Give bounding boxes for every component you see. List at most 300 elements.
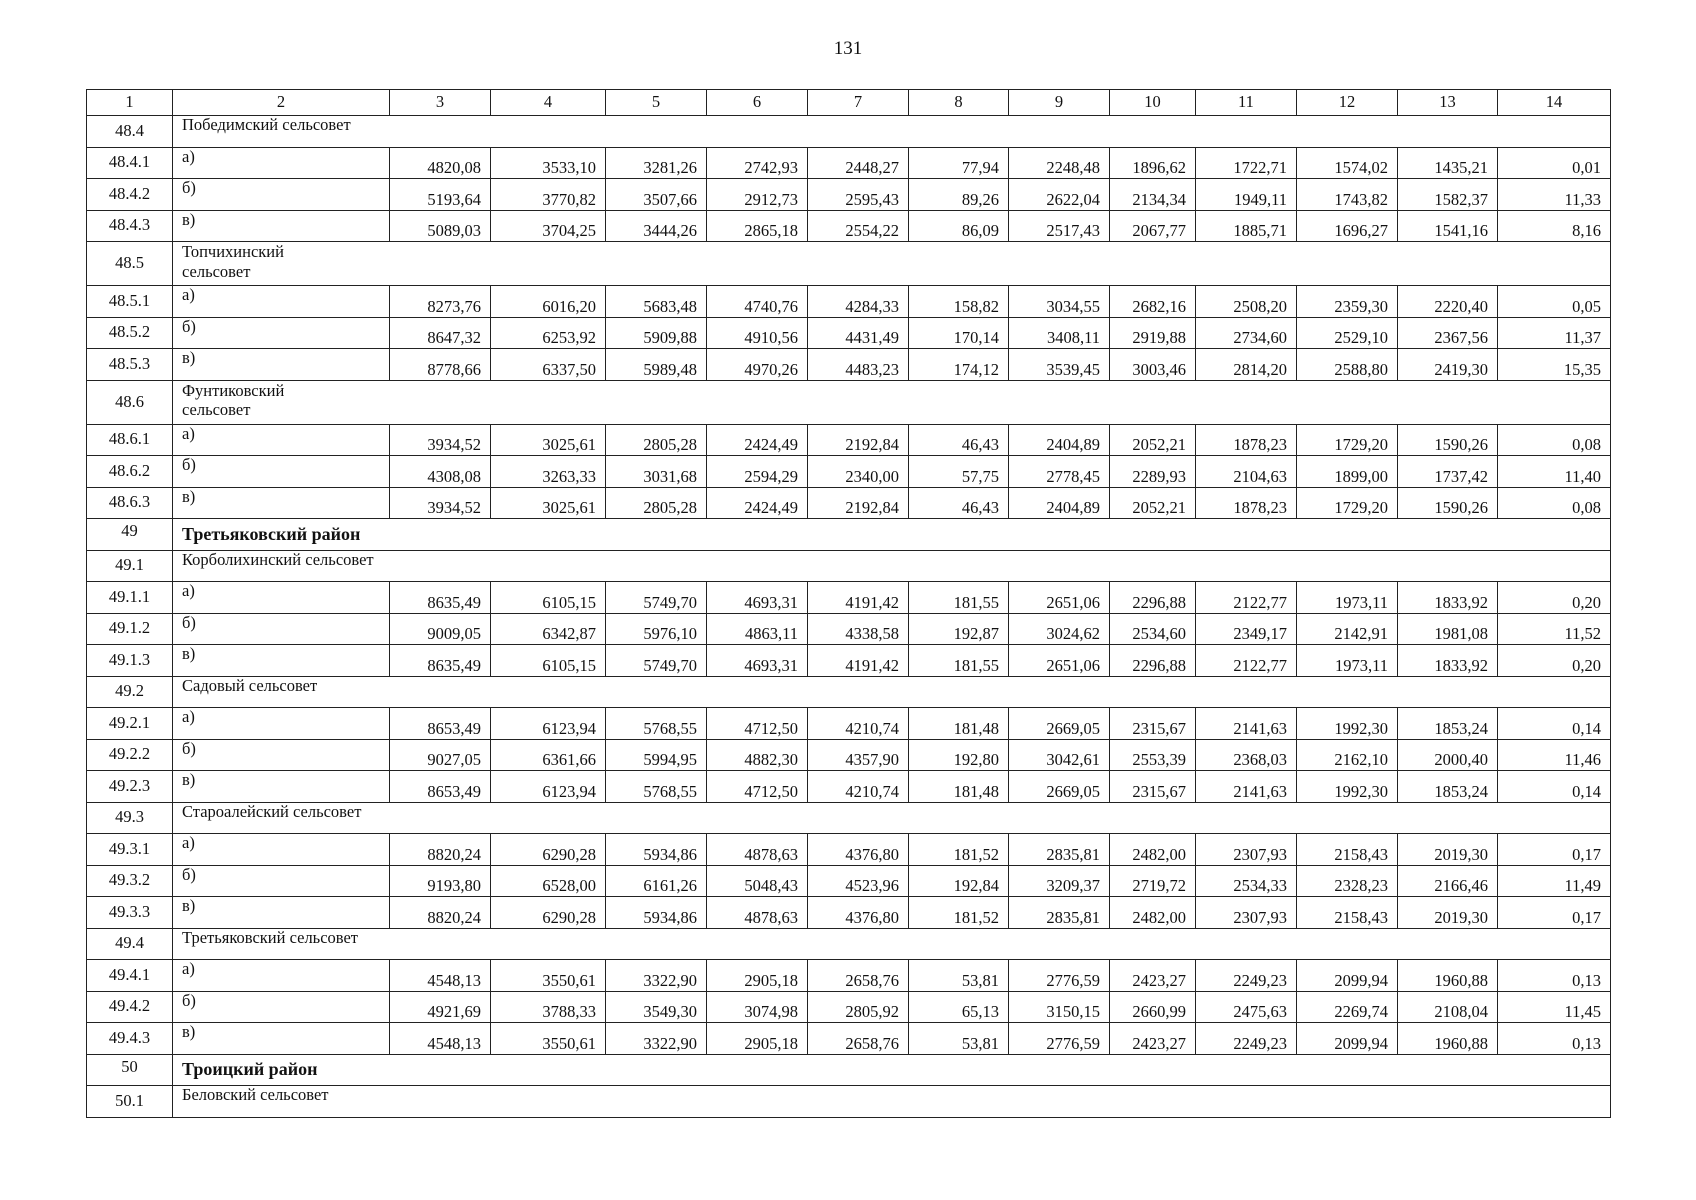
value-cell: 1696,27 [1297,210,1398,242]
value-cell: 2162,10 [1297,739,1398,771]
value-cell: 2404,89 [1009,424,1110,456]
value-cell: 2328,23 [1297,865,1398,897]
value-cell: 77,94 [909,147,1009,179]
value-cell: 2315,67 [1110,771,1196,803]
value-cell: 3550,61 [491,1023,606,1055]
value-cell: 2419,30 [1398,349,1498,381]
value-cell: 4970,26 [707,349,808,381]
value-cell: 46,43 [909,424,1009,456]
table-row [87,708,1611,740]
table-row [87,424,1611,456]
value-cell: 6337,50 [491,349,606,381]
value-cell: 8653,49 [390,771,491,803]
value-cell: 2905,18 [707,960,808,992]
value-cell: 4357,90 [808,739,909,771]
value-cell: 1541,16 [1398,210,1498,242]
row-variant: б) [173,613,390,645]
column-header: 11 [1196,90,1297,116]
column-header: 13 [1398,90,1498,116]
value-cell: 0,20 [1498,582,1611,614]
row-code: 49.2.1 [87,708,173,740]
value-cell: 5749,70 [606,582,707,614]
value-cell: 4284,33 [808,286,909,318]
value-cell: 2099,94 [1297,960,1398,992]
value-cell: 6105,15 [491,582,606,614]
value-cell: 2315,67 [1110,708,1196,740]
value-cell: 0,01 [1498,147,1611,179]
region-title-cell [173,1054,1611,1086]
value-cell: 5909,88 [606,317,707,349]
row-variant: а) [173,424,390,456]
value-cell: 4548,13 [390,1023,491,1055]
value-cell: 11,37 [1498,317,1611,349]
value-cell: 3788,33 [491,991,606,1023]
section-code: 49.2 [87,676,173,708]
row-variant: в) [173,487,390,519]
value-cell: 2682,16 [1110,286,1196,318]
region-row [87,1054,1611,1086]
value-cell: 2248,48 [1009,147,1110,179]
value-cell: 2052,21 [1110,487,1196,519]
value-cell: 0,20 [1498,645,1611,677]
value-cell: 8653,49 [390,708,491,740]
value-cell: 4882,30 [707,739,808,771]
value-cell: 4878,63 [707,834,808,866]
row-code: 49.4.1 [87,960,173,992]
value-cell: 6161,26 [606,865,707,897]
value-cell: 2534,33 [1196,865,1297,897]
subsection-row [87,802,1611,834]
value-cell: 2000,40 [1398,739,1498,771]
value-cell: 1960,88 [1398,1023,1498,1055]
value-cell: 9027,05 [390,739,491,771]
value-cell: 2814,20 [1196,349,1297,381]
region-title: Третьяковский район [182,523,361,544]
subsection-row [87,550,1611,582]
value-cell: 2249,23 [1196,1023,1297,1055]
value-cell: 4863,11 [707,613,808,645]
value-cell: 2067,77 [1110,210,1196,242]
value-cell: 3322,90 [606,960,707,992]
table-row [87,210,1611,242]
value-cell: 1973,11 [1297,582,1398,614]
value-cell: 1878,23 [1196,424,1297,456]
value-cell: 2734,60 [1196,317,1297,349]
value-cell: 5994,95 [606,739,707,771]
value-cell: 5768,55 [606,771,707,803]
value-cell: 53,81 [909,960,1009,992]
value-cell: 4878,63 [707,897,808,929]
table-row [87,960,1611,992]
value-cell: 2340,00 [808,456,909,488]
value-cell: 2776,59 [1009,960,1110,992]
value-cell: 5934,86 [606,834,707,866]
value-cell: 2912,73 [707,179,808,211]
value-cell: 4712,50 [707,771,808,803]
row-variant: б) [173,317,390,349]
value-cell: 2508,20 [1196,286,1297,318]
table-row [87,897,1611,929]
value-cell: 2019,30 [1398,897,1498,929]
value-cell: 1722,71 [1196,147,1297,179]
column-header: 7 [808,90,909,116]
value-cell: 4376,80 [808,834,909,866]
value-cell: 11,40 [1498,456,1611,488]
value-cell: 6290,28 [491,897,606,929]
value-cell: 2742,93 [707,147,808,179]
value-cell: 11,52 [1498,613,1611,645]
subsection-row [87,1086,1611,1118]
subsection-title: Топчихинский сельсовет [182,242,284,281]
value-cell: 8635,49 [390,582,491,614]
value-cell: 181,48 [909,771,1009,803]
value-cell: 3507,66 [606,179,707,211]
value-cell: 3025,61 [491,487,606,519]
value-cell: 2588,80 [1297,349,1398,381]
row-variant: а) [173,147,390,179]
value-cell: 4210,74 [808,771,909,803]
value-cell: 89,26 [909,179,1009,211]
subsection-title: Староалейский сельсовет [182,802,362,821]
value-cell: 2658,76 [808,960,909,992]
row-variant: б) [173,865,390,897]
row-code: 49.3.2 [87,865,173,897]
value-cell: 6123,94 [491,771,606,803]
value-cell: 2423,27 [1110,1023,1196,1055]
value-cell: 4712,50 [707,708,808,740]
value-cell: 0,17 [1498,897,1611,929]
value-cell: 2424,49 [707,424,808,456]
value-cell: 2554,22 [808,210,909,242]
row-variant: а) [173,960,390,992]
value-cell: 3003,46 [1110,349,1196,381]
value-cell: 6123,94 [491,708,606,740]
column-header: 12 [1297,90,1398,116]
value-cell: 3408,11 [1009,317,1110,349]
value-cell: 2359,30 [1297,286,1398,318]
subsection-row [87,380,1611,424]
row-variant: в) [173,897,390,929]
row-variant: б) [173,179,390,211]
table-row [87,991,1611,1023]
value-cell: 86,09 [909,210,1009,242]
value-cell: 2192,84 [808,487,909,519]
table-row [87,349,1611,381]
value-cell: 3024,62 [1009,613,1110,645]
table-row [87,456,1611,488]
value-cell: 2052,21 [1110,424,1196,456]
value-cell: 6361,66 [491,739,606,771]
subsection-title-cell [173,676,1611,708]
value-cell: 2778,45 [1009,456,1110,488]
value-cell: 5749,70 [606,645,707,677]
value-cell: 0,08 [1498,487,1611,519]
row-variant: б) [173,991,390,1023]
subsection-title: Садовый сельсовет [182,676,318,695]
value-cell: 1743,82 [1297,179,1398,211]
value-cell: 9193,80 [390,865,491,897]
value-cell: 1885,71 [1196,210,1297,242]
value-cell: 2141,63 [1196,708,1297,740]
table-row [87,179,1611,211]
value-cell: 1949,11 [1196,179,1297,211]
value-cell: 2805,92 [808,991,909,1023]
table-row [87,771,1611,803]
row-variant: в) [173,771,390,803]
row-code: 49.1.3 [87,645,173,677]
value-cell: 11,49 [1498,865,1611,897]
region-row [87,519,1611,551]
row-code: 48.5.2 [87,317,173,349]
value-cell: 4693,31 [707,645,808,677]
row-variant: в) [173,349,390,381]
subsection-title-cell [173,550,1611,582]
value-cell: 1590,26 [1398,487,1498,519]
value-cell: 6290,28 [491,834,606,866]
value-cell: 1729,20 [1297,487,1398,519]
value-cell: 53,81 [909,1023,1009,1055]
value-cell: 1737,42 [1398,456,1498,488]
section-code: 49.4 [87,928,173,960]
section-code: 50.1 [87,1086,173,1118]
row-variant: б) [173,456,390,488]
value-cell: 57,75 [909,456,1009,488]
value-cell: 192,84 [909,865,1009,897]
value-cell: 1833,92 [1398,582,1498,614]
subsection-title: Победимский сельсовет [182,115,351,134]
value-cell: 0,13 [1498,1023,1611,1055]
value-cell: 158,82 [909,286,1009,318]
value-cell: 8273,76 [390,286,491,318]
value-cell: 3444,26 [606,210,707,242]
value-cell: 1590,26 [1398,424,1498,456]
table-row [87,645,1611,677]
value-cell: 192,87 [909,613,1009,645]
row-code: 48.5.1 [87,286,173,318]
value-cell: 2719,72 [1110,865,1196,897]
value-cell: 2658,76 [808,1023,909,1055]
value-cell: 6528,00 [491,865,606,897]
row-code: 49.1.2 [87,613,173,645]
value-cell: 0,14 [1498,771,1611,803]
table-row [87,487,1611,519]
value-cell: 3031,68 [606,456,707,488]
row-variant: б) [173,739,390,771]
value-cell: 181,52 [909,834,1009,866]
value-cell: 3322,90 [606,1023,707,1055]
table-row [87,286,1611,318]
value-cell: 2296,88 [1110,645,1196,677]
section-code: 48.4 [87,116,173,148]
value-cell: 1729,20 [1297,424,1398,456]
value-cell: 65,13 [909,991,1009,1023]
subsection-title-cell [173,802,1611,834]
value-cell: 2905,18 [707,1023,808,1055]
value-cell: 1853,24 [1398,771,1498,803]
value-cell: 2669,05 [1009,771,1110,803]
table-row [87,739,1611,771]
value-cell: 1853,24 [1398,708,1498,740]
value-cell: 6253,92 [491,317,606,349]
row-code: 48.4.1 [87,147,173,179]
value-cell: 3550,61 [491,960,606,992]
value-cell: 2158,43 [1297,834,1398,866]
value-cell: 8820,24 [390,897,491,929]
value-cell: 1992,30 [1297,771,1398,803]
column-header: 4 [491,90,606,116]
value-cell: 181,55 [909,582,1009,614]
value-cell: 2142,91 [1297,613,1398,645]
value-cell: 2249,23 [1196,960,1297,992]
column-header-row [87,90,1611,116]
value-cell: 0,05 [1498,286,1611,318]
value-cell: 2108,04 [1398,991,1498,1023]
row-code: 49.3.1 [87,834,173,866]
value-cell: 3704,25 [491,210,606,242]
value-cell: 2805,28 [606,424,707,456]
value-cell: 2651,06 [1009,582,1110,614]
value-cell: 11,33 [1498,179,1611,211]
column-header: 8 [909,90,1009,116]
value-cell: 174,12 [909,349,1009,381]
subsection-title-cell [173,380,1611,424]
value-cell: 2134,34 [1110,179,1196,211]
row-variant: а) [173,708,390,740]
column-header: 14 [1498,90,1611,116]
value-cell: 4523,96 [808,865,909,897]
subsection-title: Корболихинский сельсовет [182,550,374,569]
value-cell: 3025,61 [491,424,606,456]
value-cell: 3150,15 [1009,991,1110,1023]
value-cell: 192,80 [909,739,1009,771]
value-cell: 1981,08 [1398,613,1498,645]
section-code: 50 [87,1054,173,1086]
value-cell: 2296,88 [1110,582,1196,614]
value-cell: 3934,52 [390,424,491,456]
value-cell: 1899,00 [1297,456,1398,488]
data-table [86,89,1611,1118]
value-cell: 5089,03 [390,210,491,242]
value-cell: 4820,08 [390,147,491,179]
value-cell: 4191,42 [808,582,909,614]
table-row [87,834,1611,866]
section-code: 48.5 [87,242,173,286]
row-code: 48.4.3 [87,210,173,242]
value-cell: 2099,94 [1297,1023,1398,1055]
row-code: 48.4.2 [87,179,173,211]
value-cell: 2269,74 [1297,991,1398,1023]
section-code: 49.1 [87,550,173,582]
value-cell: 2122,77 [1196,645,1297,677]
value-cell: 2482,00 [1110,834,1196,866]
value-cell: 2482,00 [1110,897,1196,929]
value-cell: 11,45 [1498,991,1611,1023]
value-cell: 2835,81 [1009,897,1110,929]
row-code: 49.2.3 [87,771,173,803]
value-cell: 4191,42 [808,645,909,677]
column-header: 1 [87,90,173,116]
value-cell: 5976,10 [606,613,707,645]
value-cell: 170,14 [909,317,1009,349]
page-number: 131 [833,38,863,59]
section-code: 49 [87,519,173,551]
value-cell: 2220,40 [1398,286,1498,318]
row-code: 48.6.2 [87,456,173,488]
value-cell: 2141,63 [1196,771,1297,803]
subsection-title: Третьяковский сельсовет [182,928,359,947]
value-cell: 4210,74 [808,708,909,740]
value-cell: 181,48 [909,708,1009,740]
subsection-title: Беловский сельсовет [182,1085,329,1104]
value-cell: 4376,80 [808,897,909,929]
value-cell: 2919,88 [1110,317,1196,349]
row-variant: в) [173,1023,390,1055]
subsection-row [87,116,1611,148]
subsection-row [87,676,1611,708]
value-cell: 3042,61 [1009,739,1110,771]
value-cell: 2622,04 [1009,179,1110,211]
column-header: 2 [173,90,390,116]
value-cell: 1896,62 [1110,147,1196,179]
value-cell: 3281,26 [606,147,707,179]
section-code: 48.6 [87,380,173,424]
value-cell: 2835,81 [1009,834,1110,866]
value-cell: 0,13 [1498,960,1611,992]
column-header: 9 [1009,90,1110,116]
table-row [87,613,1611,645]
value-cell: 8,16 [1498,210,1611,242]
subsection-title-cell [173,928,1611,960]
subsection-title: Фунтиковский сельсовет [182,380,285,420]
table-row [87,317,1611,349]
value-cell: 4921,69 [390,991,491,1023]
region-title-cell [173,519,1611,551]
row-code: 49.4.3 [87,1023,173,1055]
value-cell: 2776,59 [1009,1023,1110,1055]
table-row [87,865,1611,897]
value-cell: 2669,05 [1009,708,1110,740]
value-cell: 6342,87 [491,613,606,645]
row-code: 49.1.1 [87,582,173,614]
value-cell: 2158,43 [1297,897,1398,929]
subsection-title-cell [173,116,1611,148]
value-cell: 2104,63 [1196,456,1297,488]
row-code: 49.3.3 [87,897,173,929]
value-cell: 5768,55 [606,708,707,740]
value-cell: 3263,33 [491,456,606,488]
value-cell: 2404,89 [1009,487,1110,519]
value-cell: 1973,11 [1297,645,1398,677]
value-cell: 2448,27 [808,147,909,179]
value-cell: 2192,84 [808,424,909,456]
value-cell: 1574,02 [1297,147,1398,179]
value-cell: 181,55 [909,645,1009,677]
row-code: 48.5.3 [87,349,173,381]
value-cell: 4548,13 [390,960,491,992]
table-row [87,582,1611,614]
row-variant: в) [173,645,390,677]
subsection-title-cell [173,242,1611,286]
value-cell: 2529,10 [1297,317,1398,349]
value-cell: 3770,82 [491,179,606,211]
value-cell: 2368,03 [1196,739,1297,771]
value-cell: 2367,56 [1398,317,1498,349]
value-cell: 181,52 [909,897,1009,929]
value-cell: 11,46 [1498,739,1611,771]
value-cell: 5989,48 [606,349,707,381]
value-cell: 4308,08 [390,456,491,488]
value-cell: 1833,92 [1398,645,1498,677]
